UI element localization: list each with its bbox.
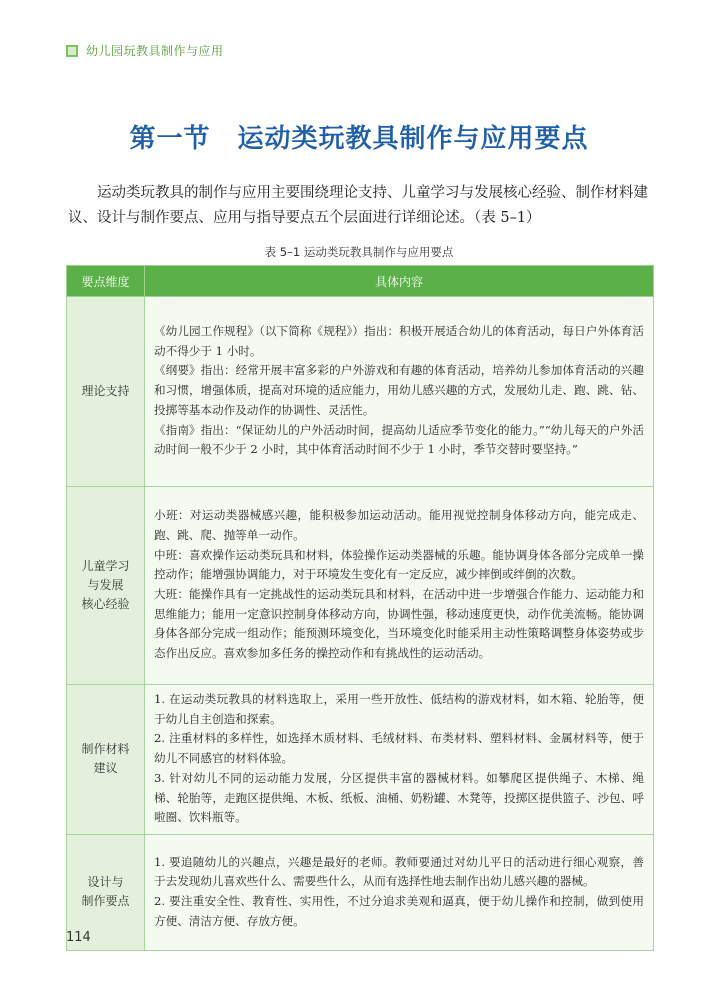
dimension-label: 核心经验 [81,597,130,611]
section-title: 第一节 运动类玩教具制作与应用要点 [129,124,589,154]
content-paragraph: 中班：喜欢操作运动类玩具和材料，体验操作运动类器械的乐趣。能协调身体各部分完成单一操控动作；能增强协调能力，对于环境发生变化有一定反应，减少摔倒或绊倒的次数。 [154,547,644,582]
dimension-label: 设计与 [87,875,124,890]
content-paragraph: 2. 要注重安全性、教育性、实用性，不过分追求美观和逼真，便于幼儿操作和控制，做到使用方便、清洁方便、存放方便。 [154,893,644,928]
page-number: 114 [66,930,91,945]
content-cell [145,297,654,487]
table-row [67,487,654,685]
dimension-label: 理论支持 [81,384,130,398]
content-cell [145,685,654,835]
table-row [67,685,654,835]
content-paragraph: 《幼儿园工作规程》（以下简称《规程》）指出：积极开展适合幼儿的体育活动，每日户外体育活动不得少于 1 小时。 [154,324,644,358]
table-caption: 表 5–1 运动类玩教具制作与应用要点 [264,245,454,259]
content-paragraph: 2. 注重材料的多样性，如选择木质材料、毛绒材料、布类材料、塑料材料、金属材料等，便于幼儿不同感官的材料体验。 [154,731,644,766]
dimension-label: 儿童学习 [81,559,130,573]
header-dimension: 要点维度 [67,266,145,297]
header-content: 具体内容 [145,266,654,297]
key-points-table [66,265,654,951]
book-icon [66,45,78,57]
intro-paragraph: 运动类玩教具的制作与应用主要围绕理论支持、儿童学习与发展核心经验、制作材料建议、设计与制作要点、应用与指导要点五个层面进行详细论述。（表 5–1） [68,185,648,226]
dimension-label: 制作材料 [81,742,130,757]
table-row [67,834,654,950]
content-paragraph: 大班：能操作具有一定挑战性的运动类玩具和材料，在活动中进一步增强合作能力、运动能力和思维能力；能用一定意识控制身体移动方向，协调性强，移动速度更快，动作优美流畅。能协调身体各部分完成一组动作；能预测环境变化，当环境变化时能采用主动性策略调整身体姿势或步态作出反应。喜欢参加多任务的操控动作和有挑战性的运动活动。 [154,587,644,661]
content-paragraph: 小班：对运动类器械感兴趣，能积极参加运动活动。能用视觉控制身体移动方向，能完成走、跑、跳、爬、抛等单一动作。 [154,508,644,542]
dimension-label: 建议 [93,761,118,776]
table-row [67,297,654,487]
table-header-row [67,266,654,297]
running-header-text: 幼儿园玩教具制作与应用 [86,44,224,58]
content-paragraph: 《指南》指出：“保证幼儿的户外活动时间，提高幼儿适应季节变化的能力。”“幼儿每天的户外活动时间一般不少于 2 小时，其中体育活动时间不少于 1 小时，季节交替时要坚持。” [154,422,644,457]
content-paragraph: 3. 针对幼儿不同的运动能力发展，分区提供丰富的器械材料。如攀爬区提供绳子、木梯、绳梯、轮胎等，走跑区提供绳、木板、纸板、油桶、奶粉罐、木凳等，投掷区提供篮子、沙包、呼啦圈、饮料瓶等。 [154,770,644,825]
content-cell [145,834,654,950]
dimension-cell [67,297,145,487]
content-paragraph: 1. 在运动类玩教具的材料选取上，采用一些开放性、低结构的游戏材料，如木箱、轮胎等，便于幼儿自主创造和探索。 [154,692,644,726]
running-header [66,42,224,59]
dimension-cell [67,487,145,685]
dimension-cell [67,685,145,835]
dimension-label: 与发展 [87,578,124,592]
content-paragraph: 1. 要追随幼儿的兴趣点，兴趣是最好的老师。教师要通过对幼儿平日的活动进行细心观察，善于去发现幼儿喜欢些什么、需要些什么，从而有选择性地去制作出幼儿感兴趣的器械。 [154,854,644,889]
content-paragraph: 《纲要》指出：经常开展丰富多彩的户外游戏和有趣的体育活动，培养幼儿参加体育活动的兴趣和习惯，增强体质，提高对环境的适应能力，用幼儿感兴趣的方式，发展幼儿走、跑、跳、钻、投掷等基本动作及动作的协调性、灵活性。 [154,363,644,417]
content-cell [145,487,654,685]
dimension-label: 制作要点 [81,894,130,909]
